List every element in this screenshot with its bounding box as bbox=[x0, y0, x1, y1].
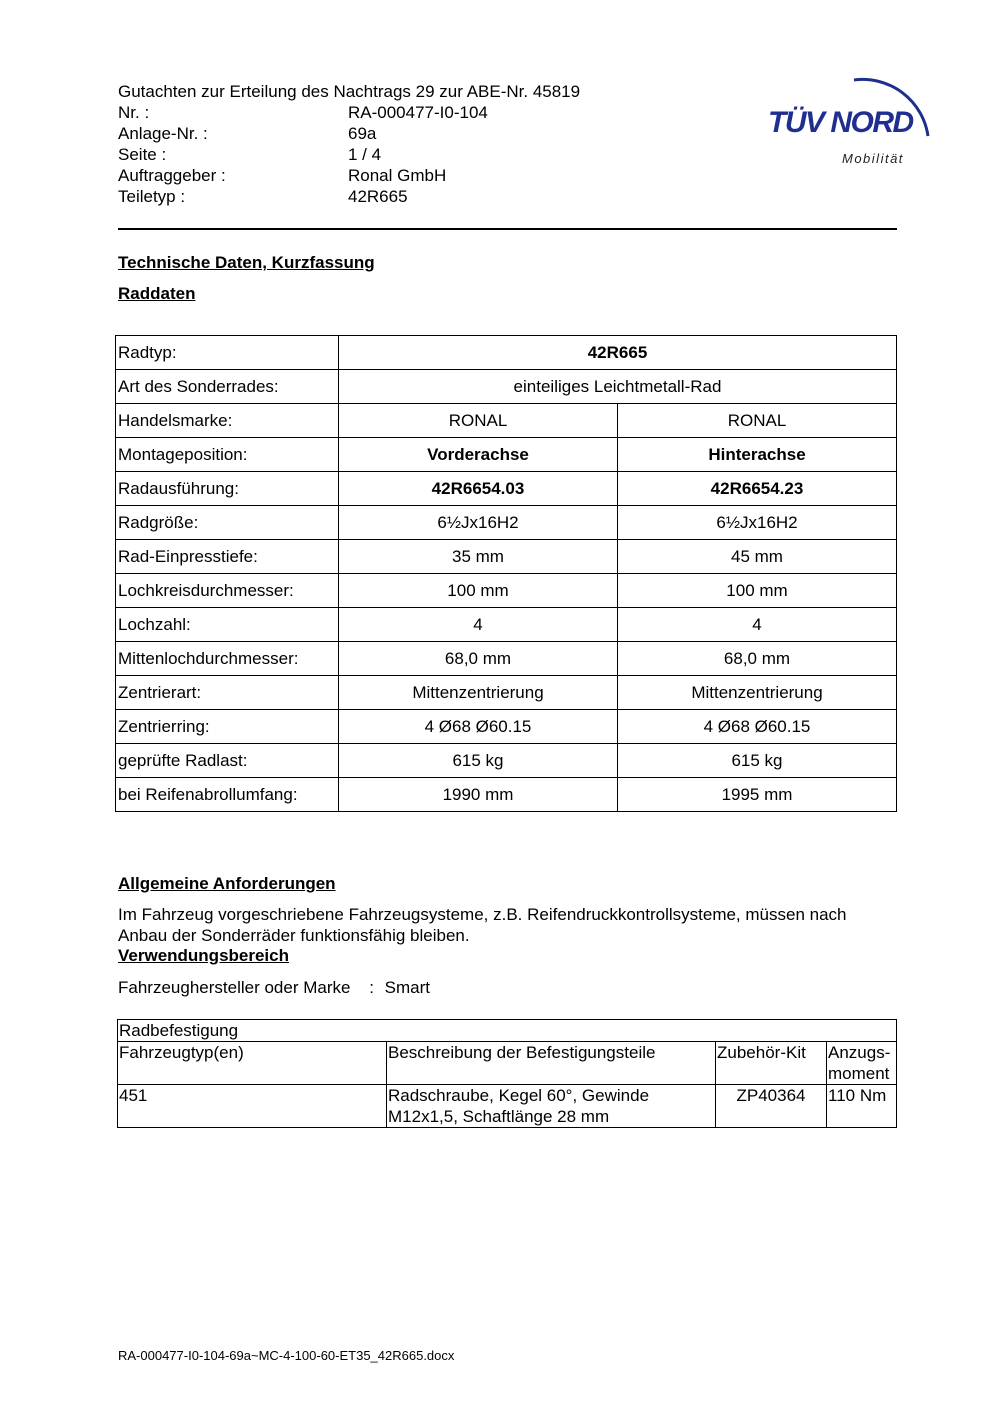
footer-filename: RA-000477-I0-104-69a~MC-4-100-60-ET35_42R665.docx bbox=[118, 1348, 455, 1363]
hersteller-sep: : bbox=[369, 978, 374, 997]
rear-axle-value: 45 mm bbox=[618, 540, 897, 574]
tuev-nord-logo bbox=[762, 56, 942, 174]
table-row bbox=[116, 404, 897, 438]
rear-axle-value: RONAL bbox=[618, 404, 897, 438]
table-row bbox=[118, 1020, 897, 1042]
table-cell: 451 bbox=[118, 1085, 387, 1128]
header-field-value: 42R665 bbox=[348, 187, 408, 206]
row-label: Handelsmarke: bbox=[116, 404, 339, 438]
hersteller-line bbox=[118, 978, 430, 998]
raddaten-table bbox=[115, 335, 897, 812]
header-field-label: Seite : bbox=[118, 145, 167, 164]
header-field bbox=[118, 123, 580, 144]
art-value: einteiliges Leichtmetall-Rad bbox=[339, 370, 897, 404]
section-subtitle: Raddaten bbox=[118, 284, 196, 303]
table-row bbox=[116, 710, 897, 744]
row-label: Radausführung: bbox=[116, 472, 339, 506]
row-label: Radgröße: bbox=[116, 506, 339, 540]
logo-subtitle: Mobilität bbox=[842, 151, 904, 166]
table-row bbox=[116, 676, 897, 710]
hersteller-label: Fahrzeughersteller oder Marke bbox=[118, 978, 351, 997]
table-row bbox=[116, 608, 897, 642]
row-label: Zentrierring: bbox=[116, 710, 339, 744]
table-row bbox=[116, 778, 897, 812]
table-caption: Radbefestigung bbox=[118, 1020, 897, 1042]
rear-axle-value: 1995 mm bbox=[618, 778, 897, 812]
row-label: Art des Sonderrades: bbox=[116, 370, 339, 404]
table-row bbox=[116, 506, 897, 540]
rear-axle-value: Mittenzentrierung bbox=[618, 676, 897, 710]
document-title: Gutachten zur Erteilung des Nachtrags 29 zur ABE-Nr. 45819 bbox=[118, 82, 581, 101]
front-axle-value: Vorderachse bbox=[339, 438, 618, 472]
front-axle-value: 100 mm bbox=[339, 574, 618, 608]
row-label: Rad-Einpresstiefe: bbox=[116, 540, 339, 574]
rear-axle-value: 4 Ø68 Ø60.15 bbox=[618, 710, 897, 744]
header-field-label: Anlage-Nr. : bbox=[118, 124, 208, 143]
row-label: Montageposition: bbox=[116, 438, 339, 472]
front-axle-value: 4 bbox=[339, 608, 618, 642]
anforderungen-text: Im Fahrzeug vorgeschriebene Fahrzeugsysteme, z.B. Reifendruckkontrollsysteme, müssen nach Anbau der Sonderräder funktionsfähig bleiben. bbox=[118, 905, 847, 945]
rear-axle-value: 4 bbox=[618, 608, 897, 642]
rear-axle-value: 615 kg bbox=[618, 744, 897, 778]
rear-axle-value: Hinterachse bbox=[618, 438, 897, 472]
header-field-value: RA-000477-I0-104 bbox=[348, 103, 488, 122]
row-label: geprüfte Radlast: bbox=[116, 744, 339, 778]
table-row bbox=[116, 370, 897, 404]
rear-axle-value: 68,0 mm bbox=[618, 642, 897, 676]
header-field-label: Teiletyp : bbox=[118, 187, 186, 206]
table-cell: ZP40364 bbox=[716, 1085, 827, 1128]
header-field-value: 69a bbox=[348, 124, 377, 143]
header-beschreibung: Beschreibung der Befestigungsteile bbox=[387, 1042, 716, 1085]
table-row bbox=[116, 336, 897, 370]
rear-axle-value: 6½Jx16H2 bbox=[618, 506, 897, 540]
table-header-row bbox=[118, 1042, 897, 1085]
header-field bbox=[118, 102, 580, 123]
table-row bbox=[116, 574, 897, 608]
row-label: Lochkreisdurchmesser: bbox=[116, 574, 339, 608]
front-axle-value: 42R6654.03 bbox=[339, 472, 618, 506]
header-field bbox=[118, 186, 580, 207]
header-field bbox=[118, 165, 580, 186]
front-axle-value: 68,0 mm bbox=[339, 642, 618, 676]
logo-brand-text: TÜV NORD bbox=[768, 106, 913, 139]
table-row bbox=[118, 1085, 897, 1128]
header-field-value: 1 / 4 bbox=[348, 145, 382, 164]
front-axle-value: 1990 mm bbox=[339, 778, 618, 812]
table-row bbox=[116, 438, 897, 472]
row-label: Radtyp: bbox=[116, 336, 339, 370]
header-fahrzeugtyp: Fahrzeugtyp(en) bbox=[118, 1042, 387, 1085]
front-axle-value: 615 kg bbox=[339, 744, 618, 778]
table-row bbox=[116, 642, 897, 676]
header-zubehoer: Zubehör-Kit bbox=[716, 1042, 827, 1085]
anforderungen-title: Allgemeine Anforderungen bbox=[118, 874, 336, 893]
header-field-label: Auftraggeber : bbox=[118, 166, 226, 185]
table-row bbox=[116, 540, 897, 574]
front-axle-value: Mittenzentrierung bbox=[339, 676, 618, 710]
table-cell: 110 Nm bbox=[827, 1085, 897, 1128]
table-row bbox=[116, 744, 897, 778]
row-label: Lochzahl: bbox=[116, 608, 339, 642]
header-anzugsmoment: Anzugs-moment bbox=[827, 1042, 897, 1085]
header-fields bbox=[118, 102, 580, 207]
header-divider bbox=[118, 228, 897, 230]
radbefestigung-table bbox=[117, 1019, 897, 1128]
table-row bbox=[116, 472, 897, 506]
section-title: Technische Daten, Kurzfassung bbox=[118, 253, 375, 272]
radtyp-value: 42R665 bbox=[339, 336, 897, 370]
front-axle-value: 6½Jx16H2 bbox=[339, 506, 618, 540]
rear-axle-value: 100 mm bbox=[618, 574, 897, 608]
verwendung-title: Verwendungsbereich bbox=[118, 946, 289, 965]
hersteller-value: Smart bbox=[384, 978, 430, 997]
row-label: bei Reifenabrollumfang: bbox=[116, 778, 339, 812]
header-field bbox=[118, 144, 580, 165]
header-field-value: Ronal GmbH bbox=[348, 166, 447, 185]
document-header bbox=[118, 81, 580, 207]
front-axle-value: 35 mm bbox=[339, 540, 618, 574]
row-label: Mittenlochdurchmesser: bbox=[116, 642, 339, 676]
header-field-label: Nr. : bbox=[118, 103, 150, 122]
row-label: Zentrierart: bbox=[116, 676, 339, 710]
table-cell: Radschraube, Kegel 60°, Gewinde M12x1,5, Schaftlänge 28 mm bbox=[387, 1085, 716, 1128]
rear-axle-value: 42R6654.23 bbox=[618, 472, 897, 506]
front-axle-value: 4 Ø68 Ø60.15 bbox=[339, 710, 618, 744]
front-axle-value: RONAL bbox=[339, 404, 618, 438]
